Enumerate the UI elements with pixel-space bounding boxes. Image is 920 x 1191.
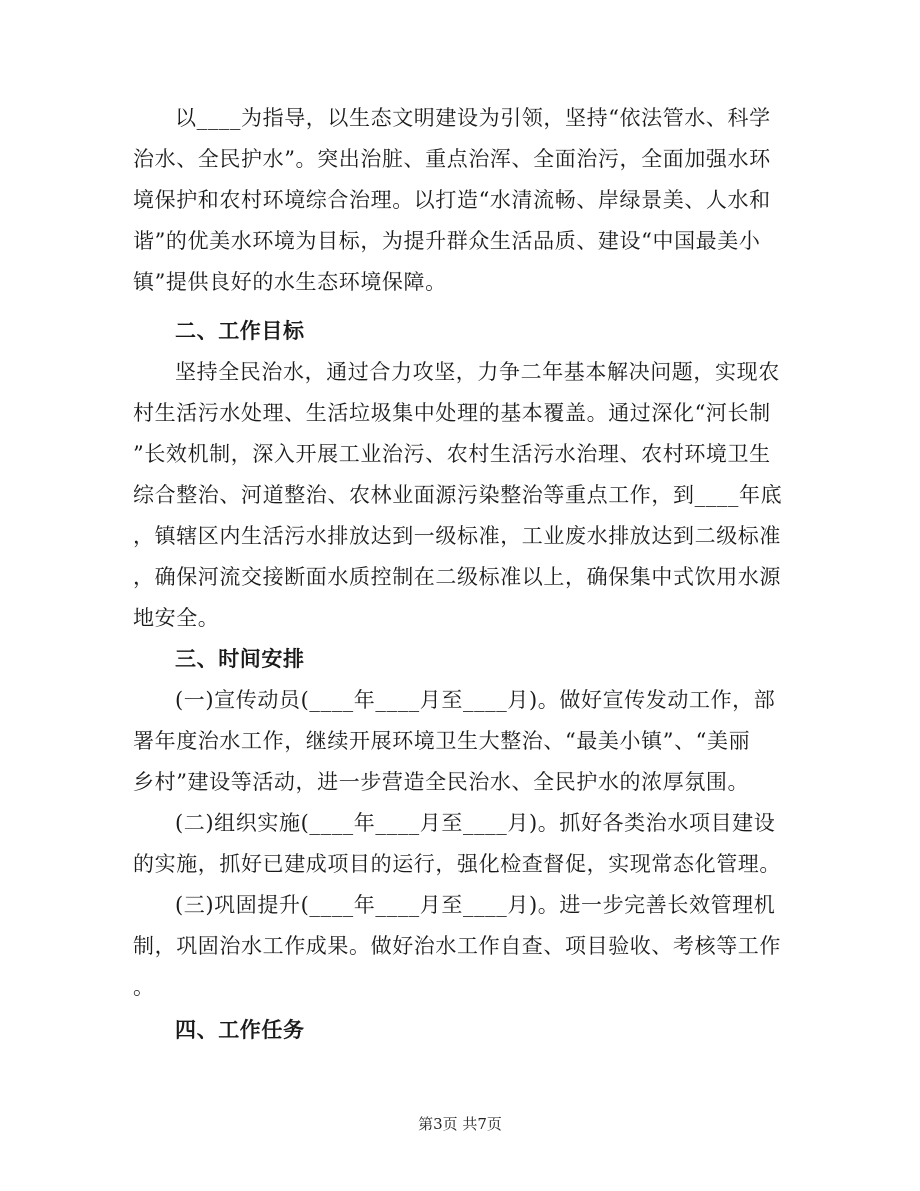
paragraph-line: ，确保河流交接断面水质控制在二级标准以上，确保集中式饮用水源 — [133, 565, 781, 589]
paragraph-line: (三)巩固提升(____年____月至____月)。进一步完善长效管理机 — [175, 893, 776, 917]
paragraph-line: 综合整治、河道整治、农林业面源污染整治等重点工作，到____年底 — [133, 483, 783, 507]
paragraph-line: 坚持全民治水，通过合力攻坚，力争二年基本解决问题，实现农 — [175, 360, 780, 384]
section-heading-goals: 二、工作目标 — [175, 318, 305, 343]
paragraph-line: (二)组织实施(____年____月至____月)。抓好各类治水项目建设 — [175, 811, 776, 835]
paragraph-line: 以____为指导，以生态文明建设为引领，坚持“依法管水、科学 — [175, 106, 771, 130]
section-heading-schedule: 三、时间安排 — [175, 646, 305, 671]
paragraph-line: ，镇辖区内生活污水排放达到一级标准，工业废水排放达到二级标准 — [133, 524, 781, 548]
paragraph-line: ”长效机制，深入开展工业治污、农村生活污水治理、农村环境卫生 — [133, 442, 771, 466]
paragraph-line: 乡村”建设等活动，进一步营造全民治水、全民护水的浓厚氛围。 — [133, 770, 750, 794]
paragraph-line: 。 — [133, 975, 155, 999]
paragraph-line: 制，巩固治水工作成果。做好治水工作自查、项目验收、考核等工作 — [133, 934, 781, 958]
paragraph-line: 署年度治水工作，继续开展环境卫生大整治、“最美小镇”、“美丽 — [133, 729, 751, 753]
page-number-footer: 第3页 共7页 — [418, 1115, 502, 1133]
section-heading-tasks: 四、工作任务 — [175, 1017, 305, 1042]
paragraph-line: 治水、全民护水”。突出治脏、重点治浑、全面治污，全面加强水环 — [133, 147, 771, 171]
paragraph-line: 地安全。 — [133, 606, 220, 630]
paragraph-line: 村生活污水处理、生活垃圾集中处理的基本覆盖。通过深化“河长制 — [133, 401, 771, 425]
paragraph-line: 的实施，抓好已建成项目的运行，强化检查督促，实现常态化管理。 — [133, 852, 781, 876]
paragraph-line: (一)宣传动员(____年____月至____月)。做好宣传发动工作，部 — [175, 688, 776, 712]
paragraph-line: 谐”的优美水环境为目标，为提升群众生活品质、建设“中国最美小 — [133, 229, 761, 253]
paragraph-line: 境保护和农村环境综合治理。以打造“水清流畅、岸绿景美、人水和 — [133, 188, 771, 212]
paragraph-line: 镇”提供良好的水生态环境保障。 — [133, 270, 447, 294]
